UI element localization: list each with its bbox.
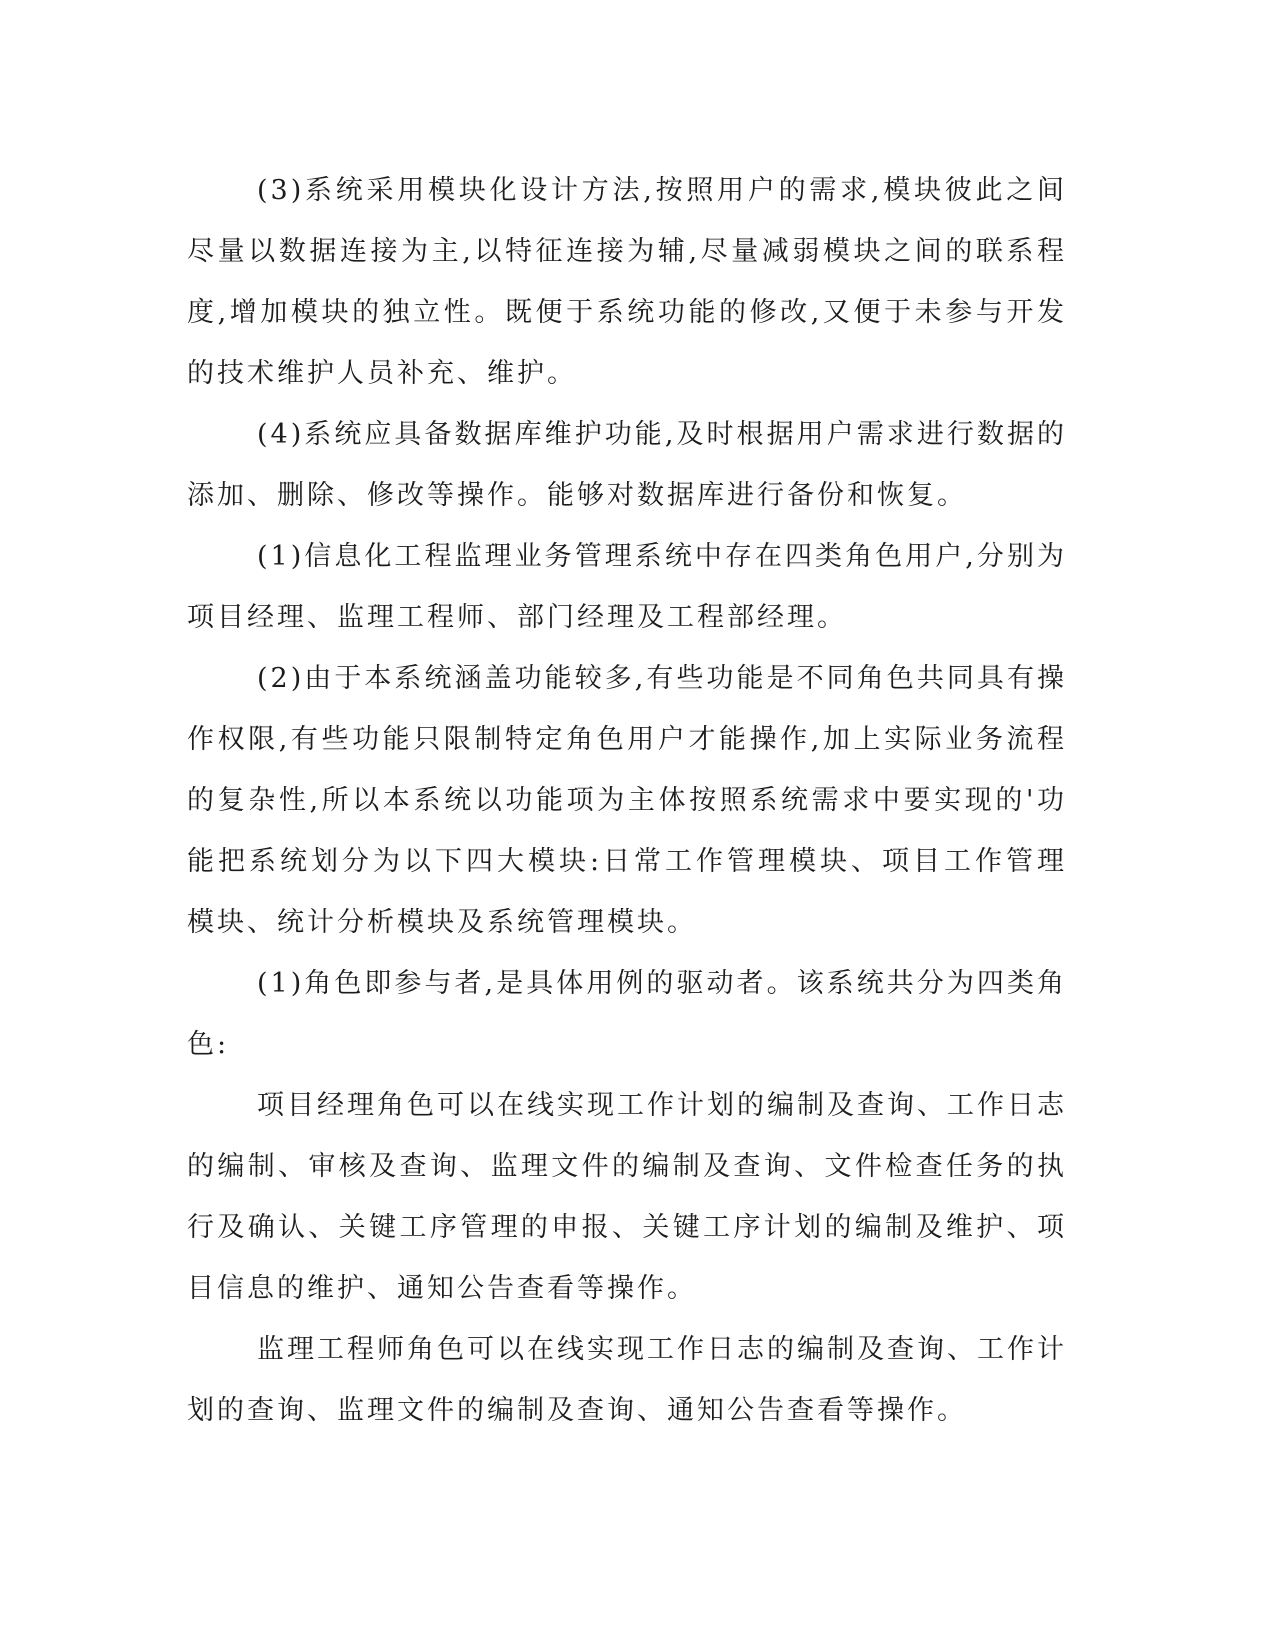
paragraph-project-manager-role: 项目经理角色可以在线实现工作计划的编制及查询、工作日志的编制、审核及查询、监理文件的编制及查询、文件检查任务的执行及确认、关键工序管理的申报、关键工序计划的编制及维护、项目信息的维护、通知公告查看等操作。 bbox=[187, 1090, 1067, 1304]
paragraph-design-modular: (3)系统采用模块化设计方法,按照用户的需求,模块彼此之间尽量以数据连接为主,以特征连接为辅,尽量减弱模块之间的联系程度,增加模块的独立性。既便于系统功能的修改,又便于未参与开发的技术维护人员补充、维护。 bbox=[187, 175, 1067, 389]
paragraph-actors: (1)角色即参与者,是具体用例的驱动者。该系统共分为四类角色: bbox=[187, 968, 1067, 1060]
paragraph-supervising-engineer-role: 监理工程师角色可以在线实现工作日志的编制及查询、工作计划的查询、监理文件的编制及查询、通知公告查看等操作。 bbox=[187, 1334, 1067, 1426]
paragraph-user-roles: (1)信息化工程监理业务管理系统中存在四类角色用户,分别为项目经理、监理工程师、部门经理及工程部经理。 bbox=[187, 541, 1067, 633]
paragraph-database-maintenance: (4)系统应具备数据库维护功能,及时根据用户需求进行数据的添加、删除、修改等操作。能够对数据库进行备份和恢复。 bbox=[187, 419, 1067, 511]
paragraph-modules: (2)由于本系统涵盖功能较多,有些功能是不同角色共同具有操作权限,有些功能只限制特定角色用户才能操作,加上实际业务流程的复杂性,所以本系统以功能项为主体按照系统需求中要实现的'功能把系统划分为以下四大模块:日常工作管理模块、项目工作管理模块、统计分析模块及系统管理模块。 bbox=[187, 663, 1067, 938]
document-body bbox=[187, 160, 1067, 1441]
